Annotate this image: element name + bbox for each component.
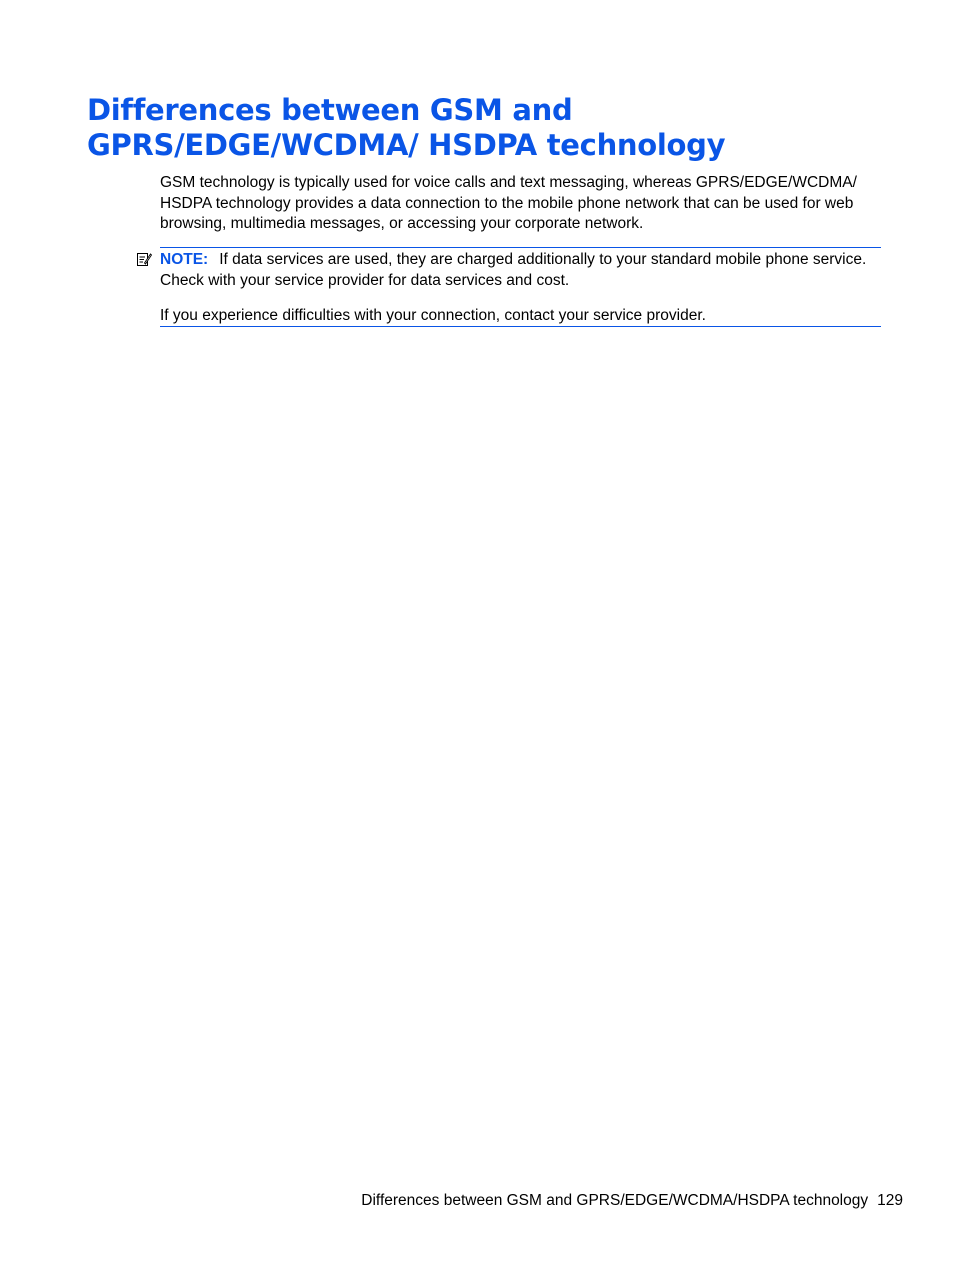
note-label: NOTE: bbox=[160, 251, 209, 268]
page-number: 129 bbox=[877, 1192, 903, 1209]
note-extra-paragraph: If you experience difficulties with your connection, contact your service provider. bbox=[160, 307, 706, 324]
page-footer bbox=[361, 1191, 903, 1211]
intro-paragraph: GSM technology is typically used for voice calls and text messaging, whereas GPRS/EDGE/WCDMA/ HSDPA technology provides a data connection to the mobile phone network that can be used for web browsing, multimedia messages, or accessing your corporate network. bbox=[160, 174, 857, 232]
note-bottom-divider bbox=[160, 326, 881, 327]
footer-running-title: Differences between GSM and GPRS/EDGE/WCDMA/HSDPA technology bbox=[361, 1192, 869, 1209]
page-title: Differences between GSM and GPRS/EDGE/WCDMA/ HSDPA technology bbox=[87, 93, 726, 162]
note-top-divider bbox=[160, 247, 881, 248]
note-paragraph bbox=[160, 250, 885, 291]
note-pad-icon bbox=[136, 251, 152, 267]
note-text: If data services are used, they are charged additionally to your standard mobile phone service. Check with your service provider for data services and cost. bbox=[160, 251, 867, 289]
